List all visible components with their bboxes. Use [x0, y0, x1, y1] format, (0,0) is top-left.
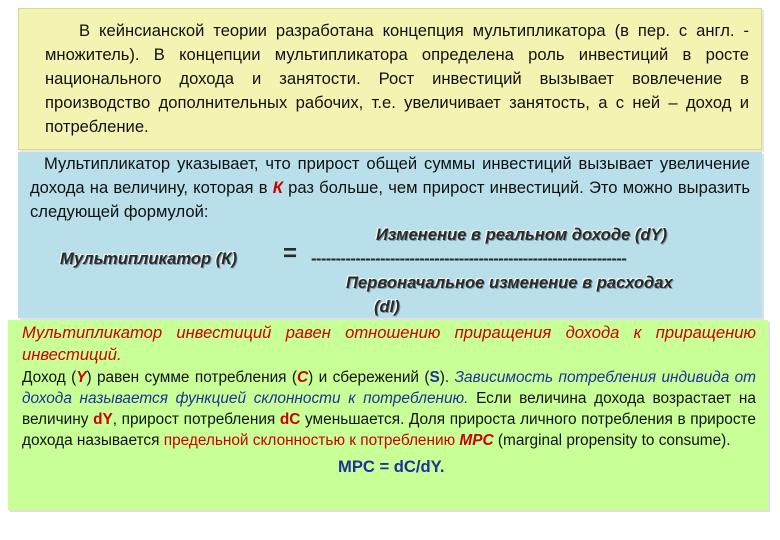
mpc-formula: MPC = dC/dY. — [338, 457, 445, 476]
symbol-y: Y — [76, 369, 87, 386]
formula-equals: = — [283, 240, 298, 267]
multiplier-formula-box — [18, 152, 762, 318]
text-fragment: ) равен сумме потребления ( — [86, 369, 298, 386]
symbol-c: С — [297, 369, 309, 386]
intro-paragraph: В кейнсианской теории разработана концепция мультипликатора (в пер. с англ. - множитель). В концепции мультипликатора определена роль инвестиций в росте национального дохода и занятости. Рост инвестиций вызывает вовлечение в производство дополнительных рабочих, т.е. увеличивает занятость, а с ней – доход и потребление. — [45, 21, 749, 136]
text-fragment: ) и сбережений ( — [308, 369, 430, 386]
text-fragment: уменьшается. Доля прироста личного потребления в приросте дохода называется — [22, 411, 756, 449]
text-fragment: Если величина дохода возрастает на величину — [22, 390, 756, 428]
mpc-term: предельной склонностью к потреблению — [163, 432, 456, 449]
formula-lhs: Мультипликатор (К) — [60, 249, 238, 268]
consumption-box — [8, 320, 768, 510]
formula-denominator-line1: Первоначальное изменение в расходах — [346, 273, 673, 292]
text-fragment: ). — [439, 369, 455, 386]
text-fragment: , прирост потребления — [112, 411, 280, 428]
formula-numerator: Изменение в реальном доходе (dY) — [376, 225, 668, 244]
mpc-abbreviation: MPC — [459, 432, 494, 449]
consumption-function-text: Зависимость потребления индивида от дохода называется функцией склонности к потреблению. — [22, 369, 757, 407]
investment-multiplier-definition: Мультипликатор инвестиций равен отношению приращения дохода к приращению инвестиций. — [22, 323, 756, 364]
symbol-dy: dY — [93, 411, 113, 428]
multiplier-text-a: Мультипликатор указывает, что прирост общей суммы инвестиций вызывает увеличение дохода на величину, которая в — [30, 154, 750, 197]
formula-denominator-line2: (dI) — [374, 297, 400, 316]
formula-fraction-bar: ---------------------------------------------------------------- — [311, 249, 627, 268]
text-fragment: Доход ( — [22, 369, 77, 386]
multiplier-text-b: раз больше, чем прирост инвестиций. Это можно выразить следующей формулой: — [30, 178, 750, 221]
text-fragment: (marginal propensity to consume). — [493, 432, 731, 449]
intro-paragraph-box — [18, 8, 762, 150]
multiplier-description — [30, 152, 750, 224]
consumption-paragraph — [22, 367, 756, 451]
symbol-s: S — [429, 369, 440, 386]
k-symbol: К — [272, 178, 283, 197]
symbol-dc: dC — [279, 411, 301, 428]
